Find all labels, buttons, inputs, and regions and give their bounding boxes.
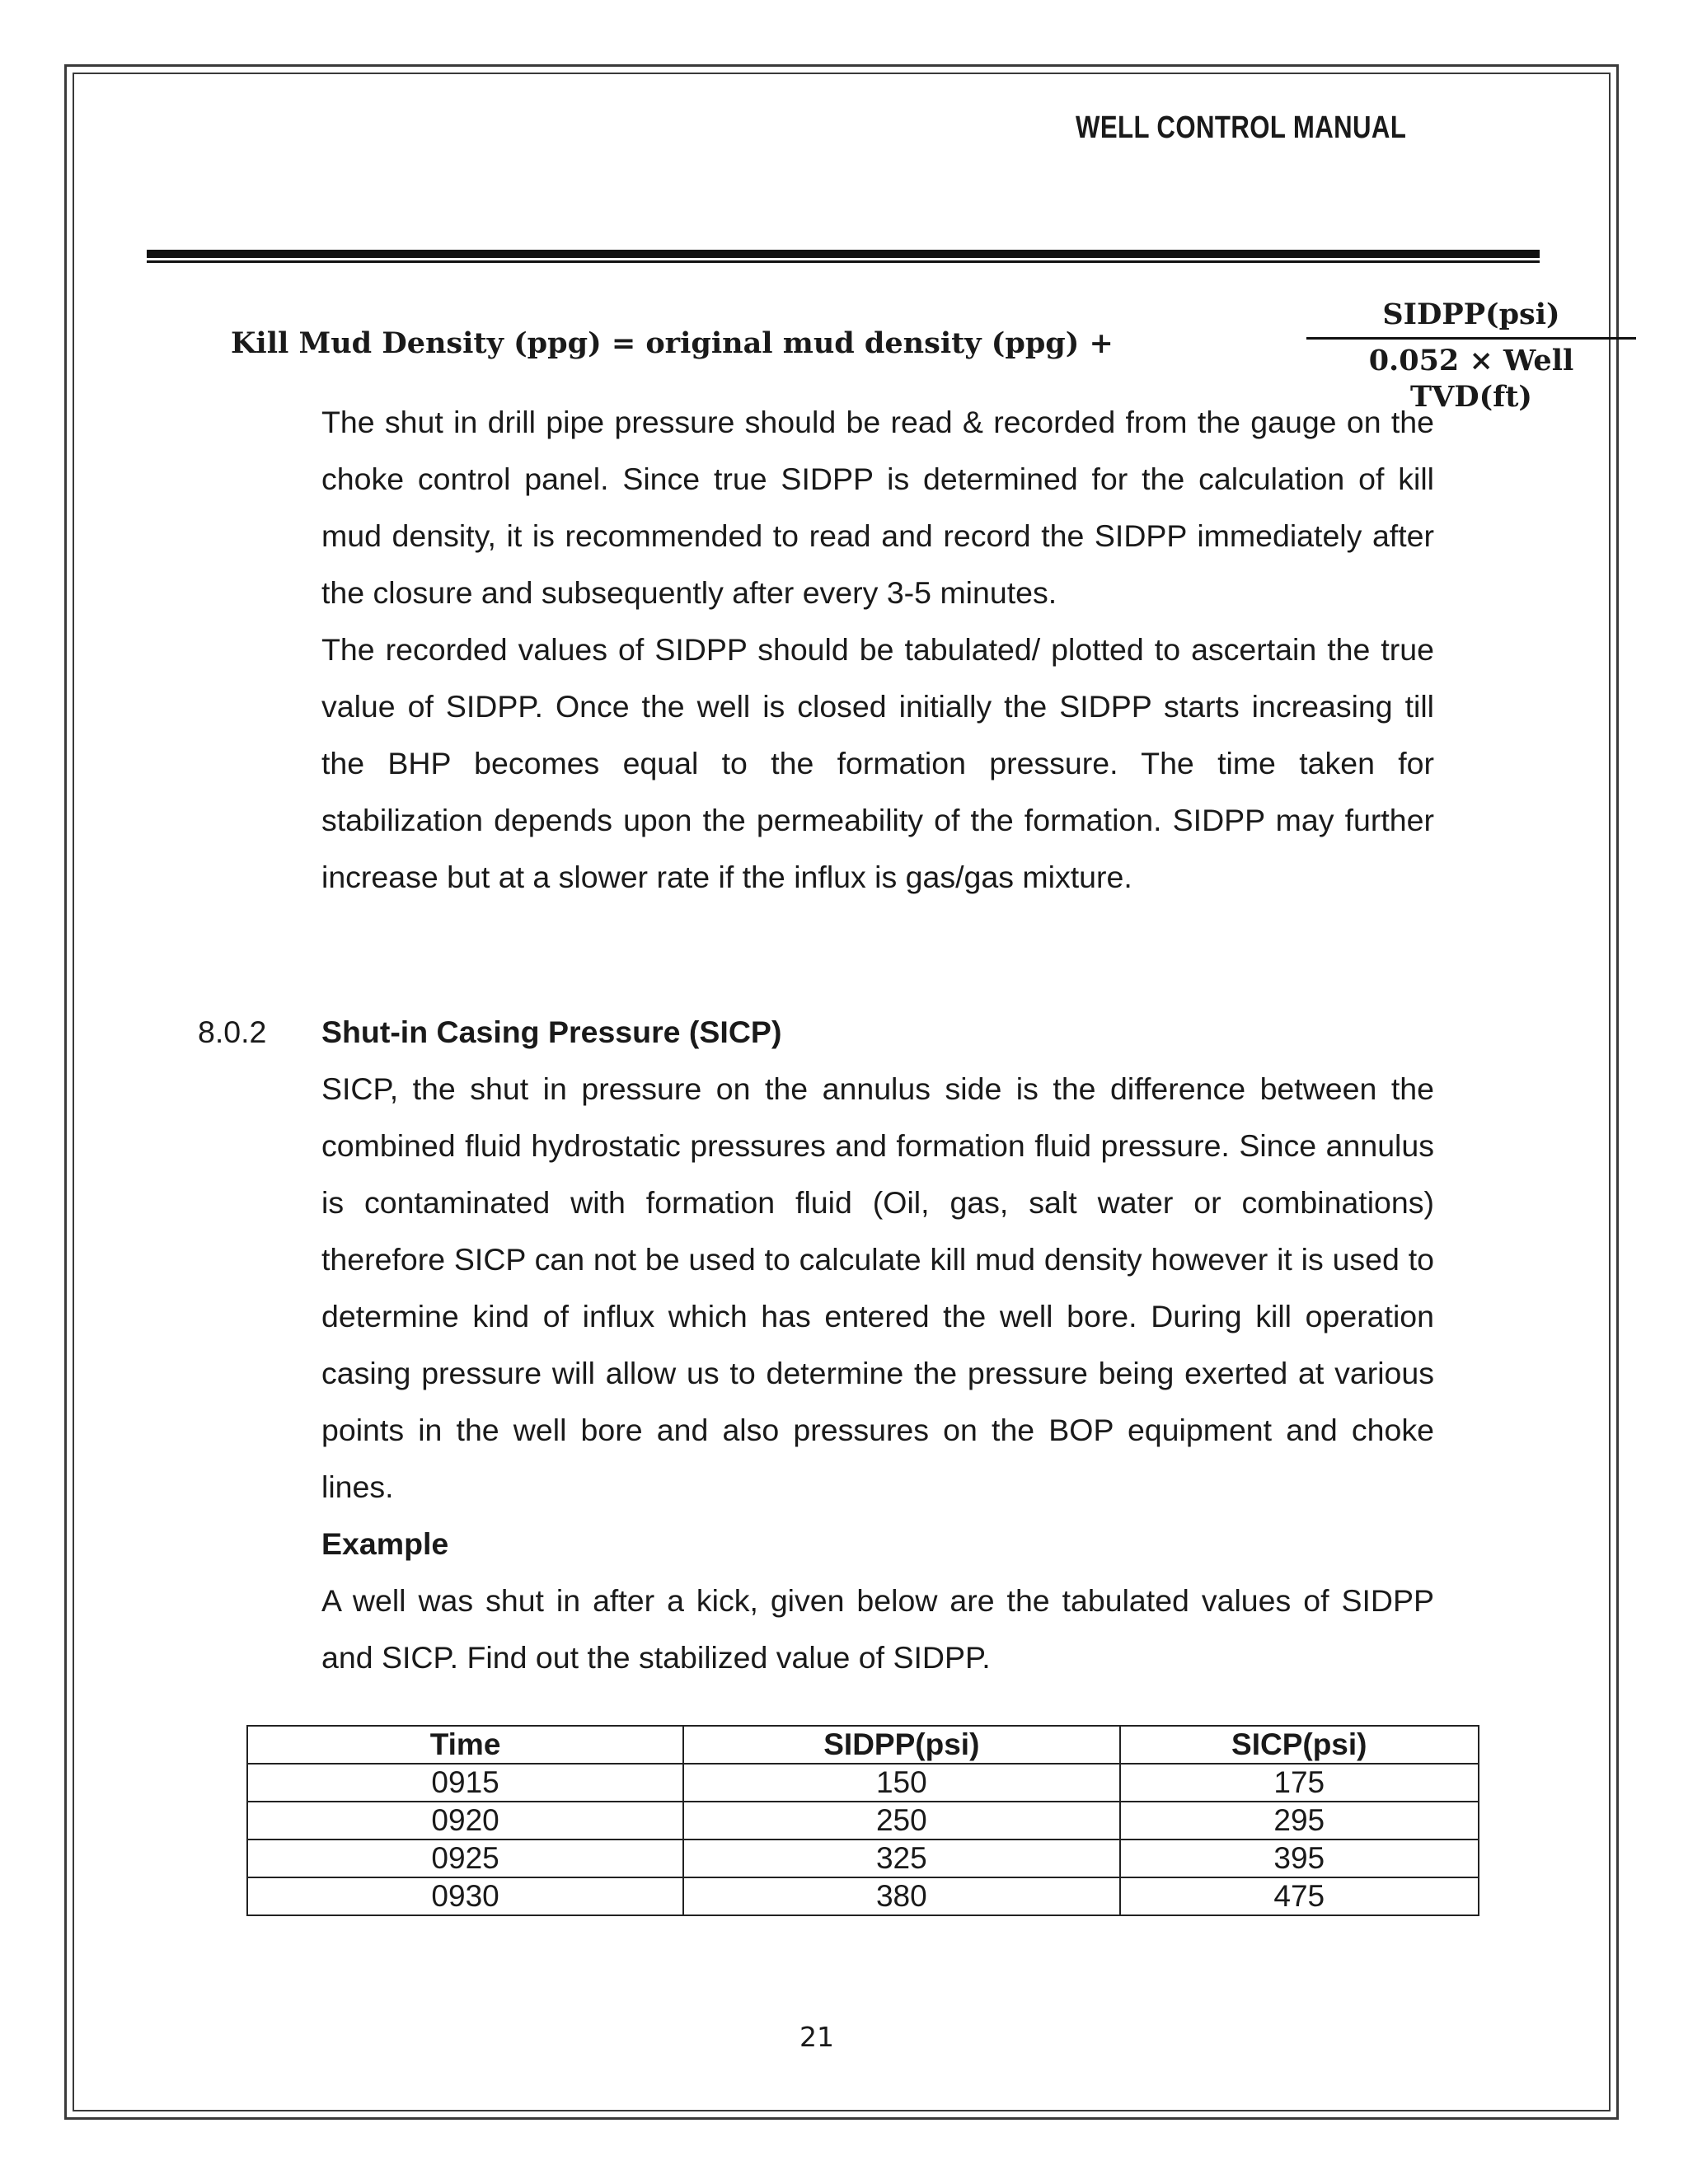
document-header-title: WELL CONTROL MANUAL	[1076, 110, 1407, 145]
cell-time: 0920	[247, 1802, 683, 1840]
cell-time: 0915	[247, 1764, 683, 1802]
paragraph-sidpp-reading: The shut in drill pipe pressure should be read & recorded from the gauge on the choke control panel. Since true SIDPP is determined for the calculation of kill mud density, it is recommended to read and record the SIDPP immediately after the closure and subsequently after every 3-5 minutes.	[321, 405, 1434, 610]
table-row	[247, 1840, 1479, 1877]
section-number: 8.0.2	[198, 1015, 267, 1049]
formula-numerator: SIDPP(psi)	[1382, 298, 1560, 331]
column-header-sicp: SICP(psi)	[1120, 1726, 1479, 1764]
header-rule-thin	[147, 260, 1540, 263]
table-header-row	[247, 1726, 1479, 1764]
column-header-sidpp: SIDPP(psi)	[683, 1726, 1119, 1764]
cell-time: 0930	[247, 1877, 683, 1915]
column-header-time: Time	[247, 1726, 683, 1764]
header-rule-thick	[147, 250, 1540, 258]
cell-sidpp: 150	[683, 1764, 1119, 1802]
pressure-table	[246, 1725, 1479, 1916]
table-row	[247, 1877, 1479, 1915]
cell-time: 0925	[247, 1840, 683, 1877]
section-title: Shut-in Casing Pressure (SICP)	[321, 1015, 782, 1049]
kill-mud-density-formula	[231, 297, 1574, 414]
formula-fraction	[1306, 297, 1636, 414]
example-heading: Example	[321, 1526, 449, 1561]
cell-sidpp: 325	[683, 1840, 1119, 1877]
paragraph-example: A well was shut in after a kick, given below are the tabulated values of SIDPP and SICP. Find out the stabilized value of SIDPP.	[321, 1583, 1434, 1675]
paragraph-sidpp-stabilization: The recorded values of SIDPP should be tabulated/ plotted to ascertain the true value of SIDPP. Once the well is closed initially the SIDPP starts increasing till the BHP becomes equal to the formation pressure. The time taken for stabilization depends upon the permeability of the formation. SIDPP may further increase but at a slower rate if the influx is gas/gas mixture.	[321, 632, 1434, 894]
paragraph-sicp-description: SICP, the shut in pressure on the annulus side is the difference between the combined fluid hydrostatic pressures and formation fluid pressure. Since annulus is contaminated with formation fluid (Oil, gas, salt water or combinations) therefore SICP can not be used to calculate kill mud density however it is used to determine kind of influx which has entered the well bore. During kill operation casing pressure will allow us to determine the pressure being exerted at various points in the well bore and also pressures on the BOP equipment and choke lines.	[321, 1071, 1434, 1504]
cell-sicp: 395	[1120, 1840, 1479, 1877]
table-row	[247, 1764, 1479, 1802]
cell-sidpp: 380	[683, 1877, 1119, 1915]
cell-sicp: 475	[1120, 1877, 1479, 1915]
formula-denominator: 0.052 × Well TVD(ft)	[1368, 344, 1574, 414]
table-row	[247, 1802, 1479, 1840]
cell-sidpp: 250	[683, 1802, 1119, 1840]
page-number: 21	[799, 2021, 834, 2053]
fraction-bar	[1306, 337, 1636, 340]
formula-lhs: Kill Mud Density (ppg) = original mud density (ppg) +	[231, 326, 1114, 360]
cell-sicp: 295	[1120, 1802, 1479, 1840]
cell-sicp: 175	[1120, 1764, 1479, 1802]
